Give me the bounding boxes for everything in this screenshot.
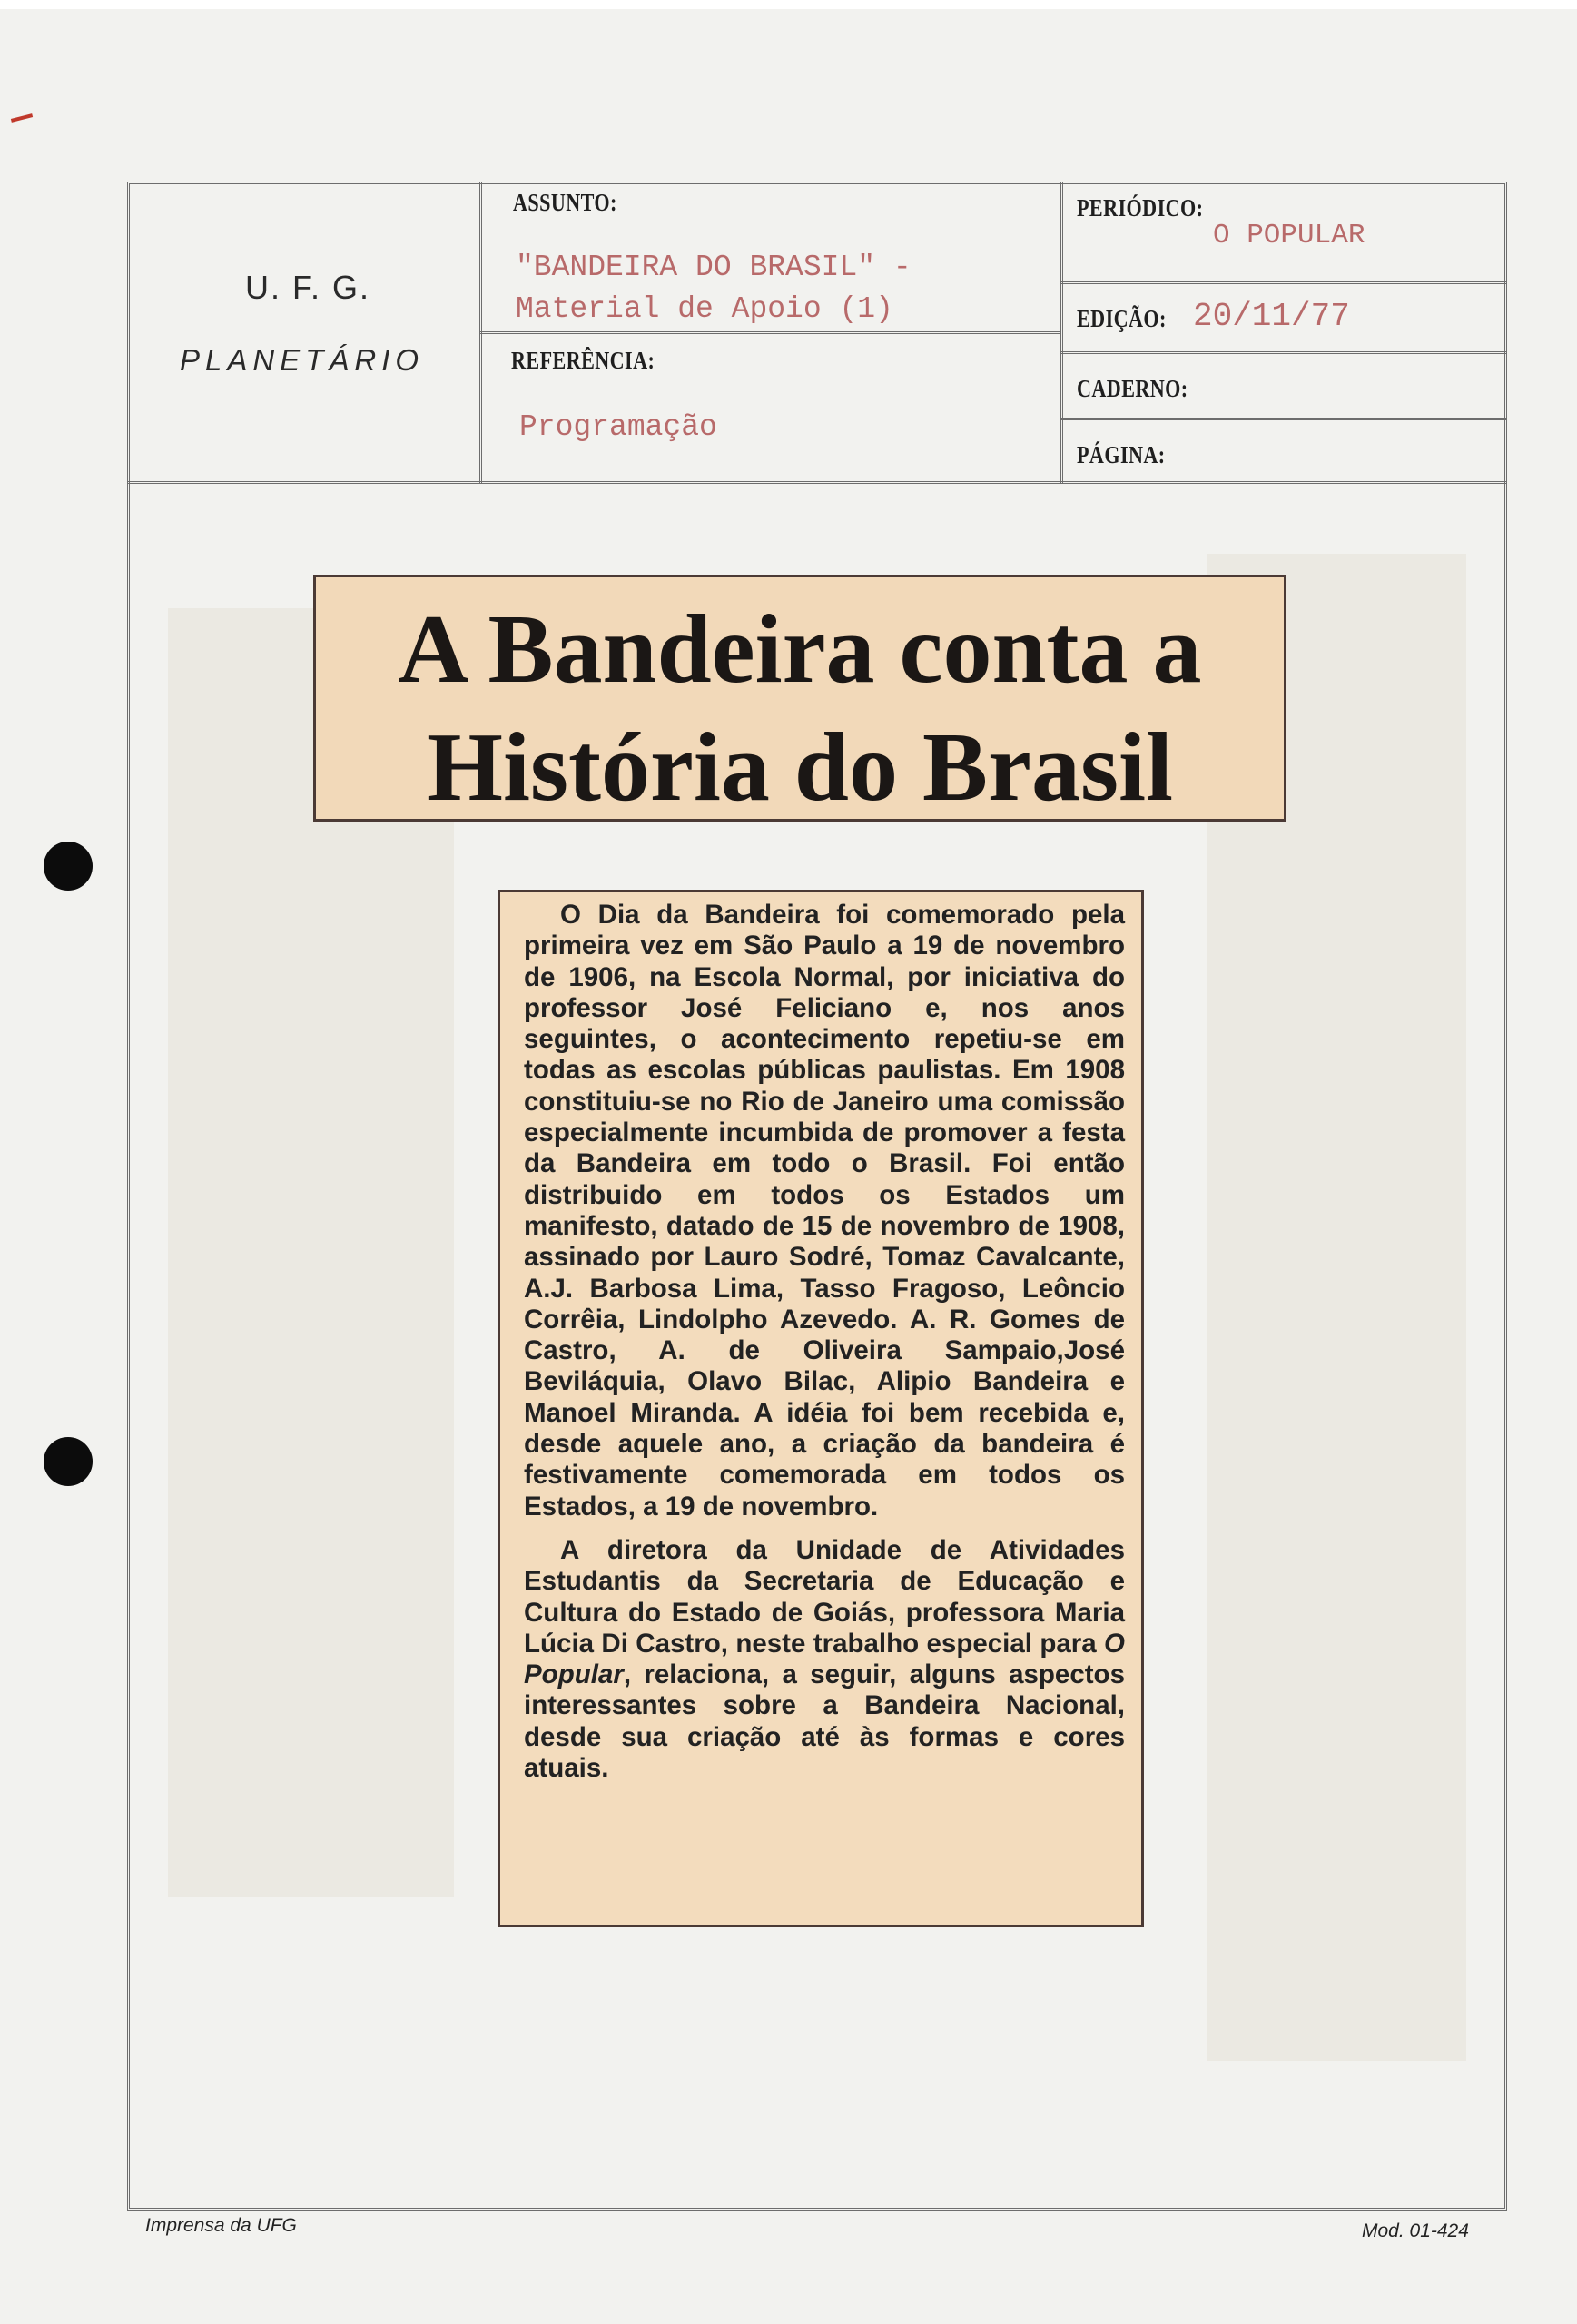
headline-line2: História do Brasil <box>426 714 1174 822</box>
periodico-rule <box>1060 281 1507 284</box>
footer-model-number: Mod. 01-424 <box>1362 2221 1469 2241</box>
pagina-label: PÁGINA: <box>1077 441 1166 468</box>
edicao-value: 20/11/77 <box>1193 298 1350 335</box>
article-paragraph-1: O Dia da Bandeira foi comemorado pela primeira vez em São Paulo a 19 de novembro de 1906, na Escola Normal, por iniciativa do professor José Feliciano e, nos anos seguintes, o acontecimento repetiu-se em todas as escolas públicas paulistas. Em 1908 constituiu-se no Rio de Janeiro uma comissão especialmente incumbida de promover a festa da Bandeira em todo o Brasil. Foi então distribuido em todos os Estados um manifesto, datado de 15 de novembro de 1908, assinado por Lauro Sodré, Tomaz Cavalcante, A.J. Barbosa Lima, Tasso Fragoso, Leôncio Corrêia, Lindolpho Azevedo. A. R. Gomes de Castro, A. de Oliveira Sampaio,José Beviláquia, Olavo Bilac, Alipio Bandeira e Manoel Miranda. A idéia foi bem recebida e, desde aquele ano, a criação da bandeira é festivamente comemorada em todos os Estados, a 19 de novembro. <box>524 900 1125 1521</box>
caderno-label: CADERNO: <box>1077 375 1188 402</box>
periodico-value: O POPULAR <box>1213 220 1365 251</box>
document-sheet <box>0 9 1577 2324</box>
institution-name: U. F. G. <box>245 269 371 306</box>
clipping-article <box>498 890 1144 1927</box>
referencia-value: Programação <box>519 410 717 444</box>
assunto-value-line2: Material de Apoio (1) <box>516 292 893 326</box>
caderno-rule <box>1060 418 1507 420</box>
clipping-headline <box>313 575 1286 822</box>
footer-printer: Imprensa da UFG <box>145 2215 297 2236</box>
periodico-label: PERIÓDICO: <box>1077 194 1204 222</box>
punch-hole-bottom <box>44 1437 93 1486</box>
red-pen-mark <box>11 113 33 123</box>
edicao-label: EDIÇÃO: <box>1077 305 1167 332</box>
department-name: PLANETÁRIO <box>180 343 425 377</box>
edicao-rule <box>1060 351 1507 354</box>
article-paragraph-2 <box>524 1535 1125 1784</box>
header-divider-right <box>1060 182 1063 484</box>
header-bottom-rule <box>127 481 1507 484</box>
article-paragraph-2-lead: A diretora da Unidade de Atividades Estudantis da Secretaria de Educação e Cultura do Estado de Goiás, professora Maria Lúcia Di Castro, neste trabalho especial para <box>524 1534 1125 1659</box>
article-paragraph-2-tail: , relaciona, a seguir, alguns aspectos interessantes sobre a Bandeira Nacional, desde sua criação até às formas e cores atuais. <box>524 1659 1125 1784</box>
assunto-rule <box>479 331 1060 334</box>
referencia-label: REFERÊNCIA: <box>511 347 655 374</box>
punch-hole-top <box>44 842 93 891</box>
newspaper-name-italic: O Popular <box>524 1628 1125 1690</box>
headline-line1: A Bandeira conta a <box>398 596 1202 704</box>
assunto-label: ASSUNTO: <box>513 189 617 216</box>
assunto-value-line1: "BANDEIRA DO BRASIL" - <box>516 251 912 284</box>
